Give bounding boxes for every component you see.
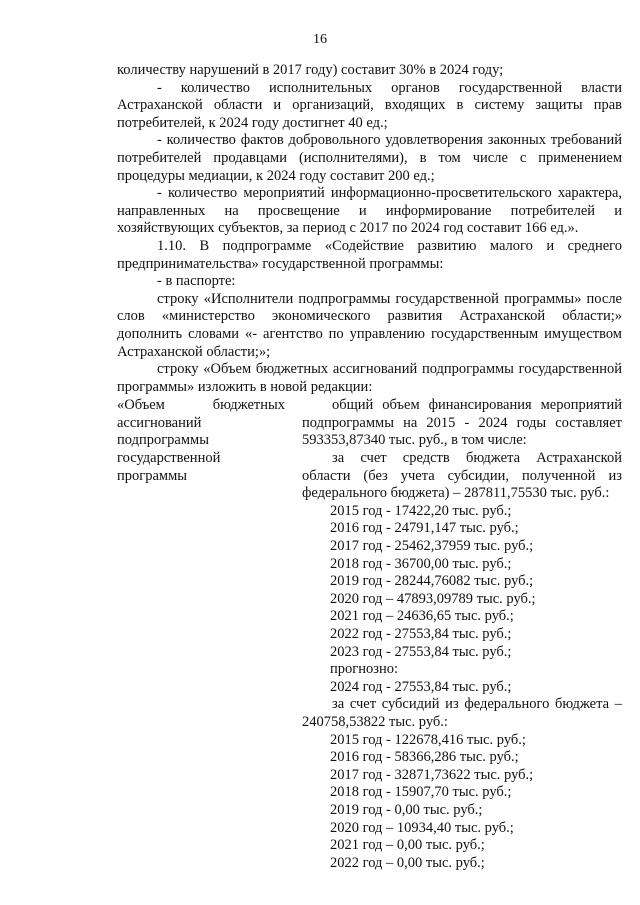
year-line: 2015 год - 17422,20 тыс. руб.; bbox=[330, 502, 512, 519]
paragraph: строку «Объем бюджетных ассигнований подпрограммы государственной программы» изложить в новой редакции: bbox=[117, 361, 622, 395]
year-line: 2018 год - 36700,00 тыс. руб.; bbox=[330, 555, 512, 572]
year-line: 2020 год – 10934,40 тыс. руб.; bbox=[330, 819, 514, 836]
year-line: 2023 год - 27553,84 тыс. руб.; bbox=[330, 643, 512, 660]
budget-table-left-cell: «Объем бюджетных ассигнований подпрограммы государственной программы bbox=[117, 397, 285, 484]
year-line: 2016 год - 24791,147 тыс. руб.; bbox=[330, 520, 519, 537]
paragraph: строку «Исполнители подпрограммы государственной программы» после слов «министерство экономического развития Астраханской области;» дополнить словами «- агентство по управлению государственным имуществом Астраханской области;»; bbox=[117, 290, 622, 360]
regional-funding-label: за счет средств бюджета Астраханской области (без учета субсидии, полученной из федерального бюджета) – 287811,75530 тыс. руб.: bbox=[302, 450, 622, 502]
paragraph: - количество фактов добровольного удовлетворения законных требований потребителей продавцами (исполнителями), в том числе с применением процедуры медиации, к 2024 году составит 200 ед.; bbox=[117, 132, 622, 184]
year-line: 2017 год - 25462,37959 тыс. руб.; bbox=[330, 538, 534, 555]
year-line: 2017 год - 32871,73622 тыс. руб.; bbox=[330, 766, 534, 783]
budget-table-right-cell bbox=[302, 397, 622, 872]
year-line: 2024 год - 27553,84 тыс. руб.; bbox=[330, 678, 512, 695]
year-line: 2015 год - 122678,416 тыс. руб.; bbox=[330, 731, 526, 748]
document-body bbox=[117, 62, 622, 872]
year-line: 2016 год - 58366,286 тыс. руб.; bbox=[330, 749, 519, 766]
section-heading-paragraph: 1.10. В подпрограмме «Содействие развитию малого и среднего предпринимательства» государственной программы: bbox=[117, 237, 622, 272]
paragraph: количеству нарушений в 2017 году) составит 30% в 2024 году; bbox=[117, 62, 504, 78]
year-line: 2019 год - 28244,76082 тыс. руб.; bbox=[330, 573, 534, 590]
year-line: 2021 год – 24636,65 тыс. руб.; bbox=[330, 608, 514, 625]
paragraph: - в паспорте: bbox=[157, 273, 236, 290]
federal-funding-label: за счет субсидий из федерального бюджета – 240758,53822 тыс. руб.: bbox=[302, 696, 622, 730]
paragraph: - количество мероприятий информационно-просветительского характера, направленных на просвещение и информирование потребителей и хозяйствующих субъектов, за период с 2017 по 2024 год составит 166 ед.». bbox=[117, 185, 622, 237]
page-number: 16 bbox=[313, 32, 327, 47]
total-funding-text: общий объем финансирования мероприятий подпрограммы на 2015 - 2024 годы составляет 593353,87340 тыс. руб., в том числе: bbox=[302, 397, 622, 449]
year-line: 2022 год - 27553,84 тыс. руб.; bbox=[330, 626, 512, 642]
year-line: 2018 год - 15907,70 тыс. руб.; bbox=[330, 784, 512, 801]
paragraph: - количество исполнительных органов государственной власти Астраханской области и организаций, входящих в систему защиты прав потребителей, к 2024 году достигнет 40 ед.; bbox=[117, 79, 622, 131]
year-line: 2020 год – 47893,09789 тыс. руб.; bbox=[330, 590, 536, 607]
budget-table bbox=[117, 397, 622, 872]
year-line: 2021 год – 0,00 тыс. руб.; bbox=[330, 837, 485, 854]
year-line: 2022 год – 0,00 тыс. руб.; bbox=[330, 854, 485, 871]
forecast-label: прогнозно: bbox=[330, 661, 398, 678]
year-line: 2019 год - 0,00 тыс. руб.; bbox=[330, 801, 483, 818]
